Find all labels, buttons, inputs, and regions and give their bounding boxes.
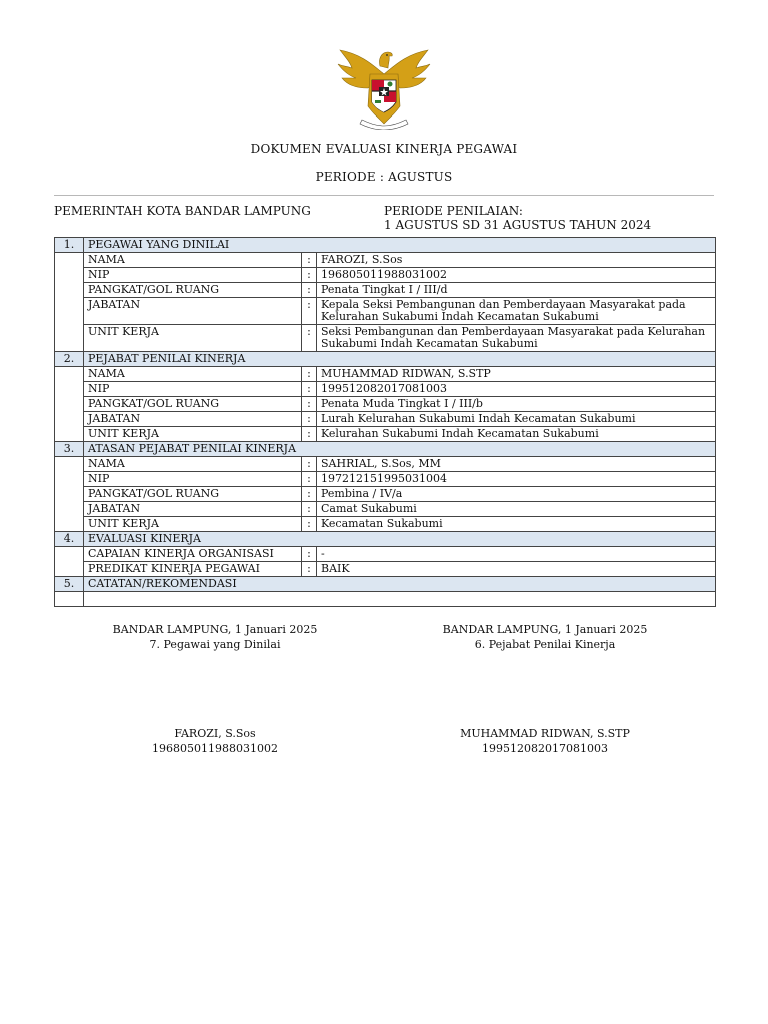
row-colon: : [302, 283, 317, 298]
row-value: 197212151995031004 [317, 472, 716, 487]
table-row [55, 268, 716, 283]
row-value: BAIK [317, 562, 716, 577]
row-colon: : [302, 298, 317, 325]
table-row [55, 367, 716, 382]
signature-left-header [84, 622, 346, 652]
periode-title: PERIODE : AGUSTUS [315, 170, 453, 184]
section-number: 4. [55, 532, 84, 547]
row-colon: : [302, 487, 317, 502]
row-label: PANGKAT/GOL RUANG [84, 283, 302, 298]
row-value: Camat Sukabumi [317, 502, 716, 517]
row-value: FAROZI, S.Sos [317, 253, 716, 268]
table-row [55, 502, 716, 517]
row-colon: : [302, 562, 317, 577]
document-title: DOKUMEN EVALUASI KINERJA PEGAWAI [250, 142, 518, 156]
row-value: Pembina / IV/a [317, 487, 716, 502]
signature-right-header [414, 622, 676, 652]
row-colon: : [302, 502, 317, 517]
row-label: NIP [84, 472, 302, 487]
table-row [55, 283, 716, 298]
evaluation-table [54, 237, 716, 607]
table-row [55, 547, 716, 562]
notes-value [84, 592, 716, 607]
table-row [55, 562, 716, 577]
row-value: 199512082017081003 [317, 382, 716, 397]
section-number: 1. [55, 238, 84, 253]
table-row [55, 397, 716, 412]
signature-nip: 196805011988031002 [152, 742, 278, 755]
row-colon: : [302, 427, 317, 442]
section-title: EVALUASI KINERJA [84, 532, 716, 547]
signature-place-date: BANDAR LAMPUNG, 1 Januari 2025 [442, 623, 648, 636]
row-label: JABATAN [84, 298, 302, 325]
section-number: 2. [55, 352, 84, 367]
row-value: Penata Tingkat I / III/d [317, 283, 716, 298]
row-label: PANGKAT/GOL RUANG [84, 397, 302, 412]
section-title: CATATAN/REKOMENDASI [84, 577, 716, 592]
row-colon: : [302, 472, 317, 487]
section-number: 3. [55, 442, 84, 457]
periode-label: PERIODE PENILAIAN: [384, 204, 523, 218]
signature-role: 6. Pejabat Penilai Kinerja [474, 638, 616, 651]
section-header [55, 532, 716, 547]
garuda-emblem-icon [334, 44, 434, 130]
row-colon: : [302, 325, 317, 352]
signature-name: FAROZI, S.Sos [174, 727, 256, 740]
row-label: UNIT KERJA [84, 427, 302, 442]
divider [54, 195, 714, 196]
row-label: NIP [84, 382, 302, 397]
row-colon: : [302, 382, 317, 397]
row-label: JABATAN [84, 412, 302, 427]
row-colon: : [302, 517, 317, 532]
table-row [55, 517, 716, 532]
row-colon: : [302, 397, 317, 412]
row-value: Seksi Pembangunan dan Pemberdayaan Masyarakat pada Kelurahan Sukabumi Indah Kecamatan Sukabumi [317, 325, 716, 352]
section-header [55, 238, 716, 253]
row-value: Kepala Seksi Pembangunan dan Pemberdayaan Masyarakat pada Kelurahan Sukabumi Indah Kecamatan Sukabumi [317, 298, 716, 325]
notes-row [55, 592, 716, 607]
row-colon: : [302, 367, 317, 382]
signature-nip: 199512082017081003 [482, 742, 608, 755]
table-row [55, 412, 716, 427]
table-row [55, 298, 716, 325]
table-row [55, 427, 716, 442]
row-label: JABATAN [84, 502, 302, 517]
row-value: Kelurahan Sukabumi Indah Kecamatan Sukabumi [317, 427, 716, 442]
periode-value: 1 AGUSTUS SD 31 AGUSTUS TAHUN 2024 [384, 218, 652, 232]
row-value: - [317, 547, 716, 562]
section-header [55, 577, 716, 592]
section-header [55, 442, 716, 457]
row-colon: : [302, 547, 317, 562]
periode-penilaian [384, 204, 651, 232]
signature-role: 7. Pegawai yang Dinilai [149, 638, 281, 651]
section-number: 5. [55, 577, 84, 592]
section-title: ATASAN PEJABAT PENILAI KINERJA [84, 442, 716, 457]
row-value: Lurah Kelurahan Sukabumi Indah Kecamatan Sukabumi [317, 412, 716, 427]
signature-right-name-block [414, 726, 676, 756]
signature-left-name-block [84, 726, 346, 756]
signature-name: MUHAMMAD RIDWAN, S.STP [460, 727, 630, 740]
table-row [55, 472, 716, 487]
section-title: PEGAWAI YANG DINILAI [84, 238, 716, 253]
row-value: Kecamatan Sukabumi [317, 517, 716, 532]
row-label: CAPAIAN KINERJA ORGANISASI [84, 547, 302, 562]
row-label: NAMA [84, 367, 302, 382]
table-row [55, 487, 716, 502]
row-colon: : [302, 457, 317, 472]
row-colon: : [302, 412, 317, 427]
row-value: Penata Muda Tingkat I / III/b [317, 397, 716, 412]
signature-place-date: BANDAR LAMPUNG, 1 Januari 2025 [112, 623, 318, 636]
row-label: NAMA [84, 457, 302, 472]
section-header [55, 352, 716, 367]
row-value: SAHRIAL, S.Sos, MM [317, 457, 716, 472]
table-row [55, 325, 716, 352]
row-label: UNIT KERJA [84, 325, 302, 352]
organization-name: PEMERINTAH KOTA BANDAR LAMPUNG [54, 204, 311, 218]
row-colon: : [302, 268, 317, 283]
row-colon: : [302, 253, 317, 268]
table-row [55, 253, 716, 268]
table-row [55, 457, 716, 472]
row-label: PREDIKAT KINERJA PEGAWAI [84, 562, 302, 577]
row-label: UNIT KERJA [84, 517, 302, 532]
table-row [55, 382, 716, 397]
row-label: NAMA [84, 253, 302, 268]
row-value: 196805011988031002 [317, 268, 716, 283]
row-label: PANGKAT/GOL RUANG [84, 487, 302, 502]
row-value: MUHAMMAD RIDWAN, S.STP [317, 367, 716, 382]
row-label: NIP [84, 268, 302, 283]
section-title: PEJABAT PENILAI KINERJA [84, 352, 716, 367]
